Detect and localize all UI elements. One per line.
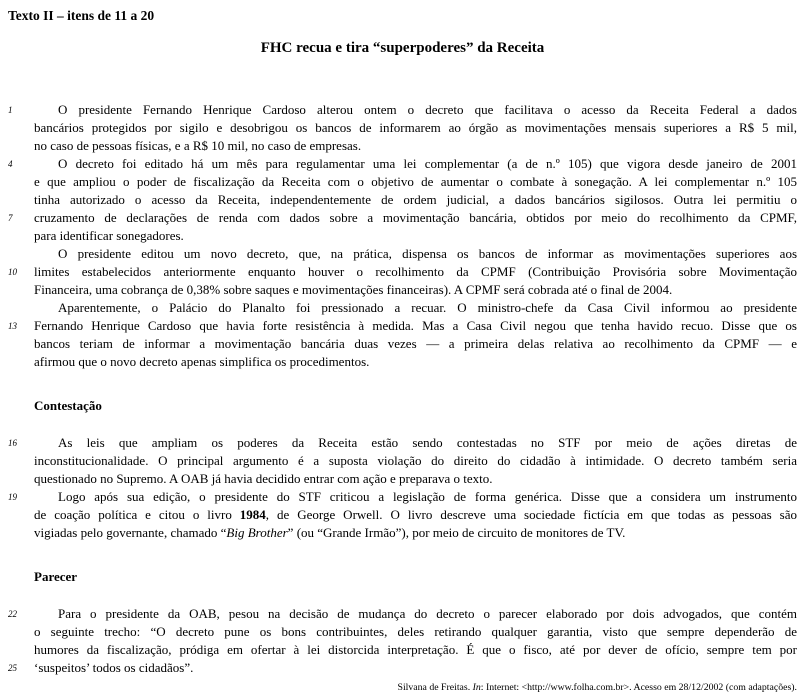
text-line	[8, 209, 797, 227]
line-text-segment: no caso de pessoas físicas, e a R$ 10 mil, no caso de empresas.	[34, 138, 362, 153]
text-line	[8, 155, 797, 173]
line-text-segment: bancários protegidos por sigilo e desobrigou os bancos de informarem ao órgão as movimentações mensais superiores a R$ 5 mil,	[34, 120, 797, 135]
text-line	[8, 299, 797, 317]
line-text-segment: , de George Orwell. O livro descreve uma sociedade fictícia em que todas as pessoas são	[265, 507, 797, 522]
line-text-segment: e que ampliou o poder de fiscalização da Receita com o objetivo de aumentar o combate à sonegação. A lei complementar n.º 105	[34, 174, 797, 189]
line-text-segment: inconstitucionalidade. O principal argumento é a suposta violação do direito do cidadão à intimidade. O decreto também seria	[34, 453, 797, 468]
line-text-segment: Logo após sua edição, o presidente do STF criticou a legislação de forma genérica. Disse que a considera um instrumento	[58, 489, 797, 504]
line-text-segment: Aparentemente, o Palácio do Planalto foi pressionado a recuar. O ministro-chefe da Casa Civil informou ao presidente	[58, 300, 797, 315]
line-text-segment: humores da fiscalização, pródiga em ofertar à lei distorcida interpretação. É que o fisco, até por dever de ofício, sempre tem por	[34, 642, 797, 657]
line-text-segment: O decreto foi editado há um mês para regulamentar uma lei complementar (a de n.º 105) que vigora desde janeiro de 2001	[58, 156, 797, 171]
line-text-segment: o seguinte trecho: “O decreto pune os bons contribuintes, deles retirando qualquer garantia, visto que sempre dependerão de	[34, 624, 797, 639]
line-text-segment: cruzamento de declarações de renda com dados sobre a movimentação bancária, obtidos por meio do recolhimento da CPMF,	[34, 210, 797, 225]
line-text-segment: questionado no Supremo. A OAB já havia decidido entrar com ação e preparava o texto.	[34, 471, 493, 486]
text-line	[8, 119, 797, 137]
text-line	[8, 245, 797, 263]
line-number: 1	[8, 105, 13, 115]
article-title: FHC recua e tira “superpoderes” da Receita	[260, 40, 545, 56]
text-line	[8, 227, 797, 245]
line-text-segment: para identificar sonegadores.	[34, 228, 184, 243]
text-line	[8, 281, 797, 299]
line-text-segment: Financeira, uma cobrança de 0,38% sobre saques e movimentações financeiras). A CPMF será cobrada até o final de 2004.	[34, 282, 673, 297]
line-text-segment: tinha autorizado o acesso da Receita, independentemente de ordem judicial, a dados bancários sigilosos. Outra lei permitiu o	[34, 192, 797, 207]
text-line	[8, 452, 797, 470]
text-line	[8, 173, 797, 191]
line-text-segment: limites estabelecidos anteriormente enquanto houver o recolhimento da CPMF (Contribuição Provisória sobre Movimentação	[34, 264, 797, 279]
source-citation-in: In	[472, 682, 481, 693]
line-text-segment: Big Brother	[226, 525, 288, 540]
article-body	[8, 101, 797, 677]
text-line	[8, 335, 797, 353]
source-citation-text: Silvana de Freitas.	[397, 682, 473, 693]
source-citation	[8, 681, 797, 694]
text-line	[8, 317, 797, 335]
section-heading: Contestação	[34, 398, 102, 413]
line-text-segment: ” (ou “Grande Irmão”), por meio de circuito de monitores de TV.	[287, 525, 626, 540]
text-line	[8, 641, 797, 659]
text-section-label: Texto II – itens de 11 a 20	[8, 8, 155, 23]
text-line	[8, 524, 797, 542]
line-text-segment: O presidente editou um novo decreto, que, na prática, dispensa os bancos de informar as movimentações superiores aos	[58, 246, 797, 261]
text-line	[8, 137, 797, 155]
text-line	[8, 263, 797, 281]
text-line	[8, 470, 797, 488]
text-line	[8, 101, 797, 119]
line-text-segment: Para o presidente da OAB, pesou na decisão de mudança do decreto o parecer elaborado por dois advogados, que contém	[58, 606, 797, 621]
text-line	[8, 506, 797, 524]
line-text-segment: de coação política e citou o livro	[34, 507, 240, 522]
text-line	[8, 353, 797, 371]
source-citation-rest: : Internet: <http://www.folha.com.br>. Acesso em 28/12/2002 (com adaptações).	[480, 682, 797, 693]
text-line	[8, 605, 797, 623]
line-number: 10	[8, 267, 17, 277]
line-text-segment: ‘suspeitos’ todos os cidadãos”.	[34, 660, 194, 675]
line-text-segment: bancos teriam de informar a movimentação bancária duas vezes — a primeira delas relativa ao recolhimento da CPMF — e	[34, 336, 797, 351]
line-text-segment: afirmou que o novo decreto apenas simplifica os procedimentos.	[34, 354, 370, 369]
line-number: 4	[8, 159, 13, 169]
text-line	[8, 434, 797, 452]
line-text-segment: Fernando Henrique Cardoso que havia forte resistência à medida. Mas a Casa Civil negou que tenha havido recuo. Disse que os	[34, 318, 797, 333]
line-text-segment: As leis que ampliam os poderes da Receita estão sendo contestadas no STF por meio de ações diretas de	[58, 435, 797, 450]
line-number: 19	[8, 492, 17, 502]
line-number: 16	[8, 438, 17, 448]
text-line	[8, 623, 797, 641]
line-text-segment: O presidente Fernando Henrique Cardoso alterou ontem o decreto que facilitava o acesso da Receita Federal a dados	[58, 102, 797, 117]
line-number: 13	[8, 321, 17, 331]
line-text-segment: 1984	[239, 507, 266, 522]
line-number: 22	[8, 609, 17, 619]
text-line	[8, 488, 797, 506]
line-text-segment: vigiadas pelo governante, chamado “	[34, 525, 227, 540]
line-number: 25	[8, 663, 17, 673]
text-line	[8, 191, 797, 209]
text-line	[8, 659, 797, 677]
line-number: 7	[8, 213, 13, 223]
section-heading: Parecer	[34, 569, 78, 584]
